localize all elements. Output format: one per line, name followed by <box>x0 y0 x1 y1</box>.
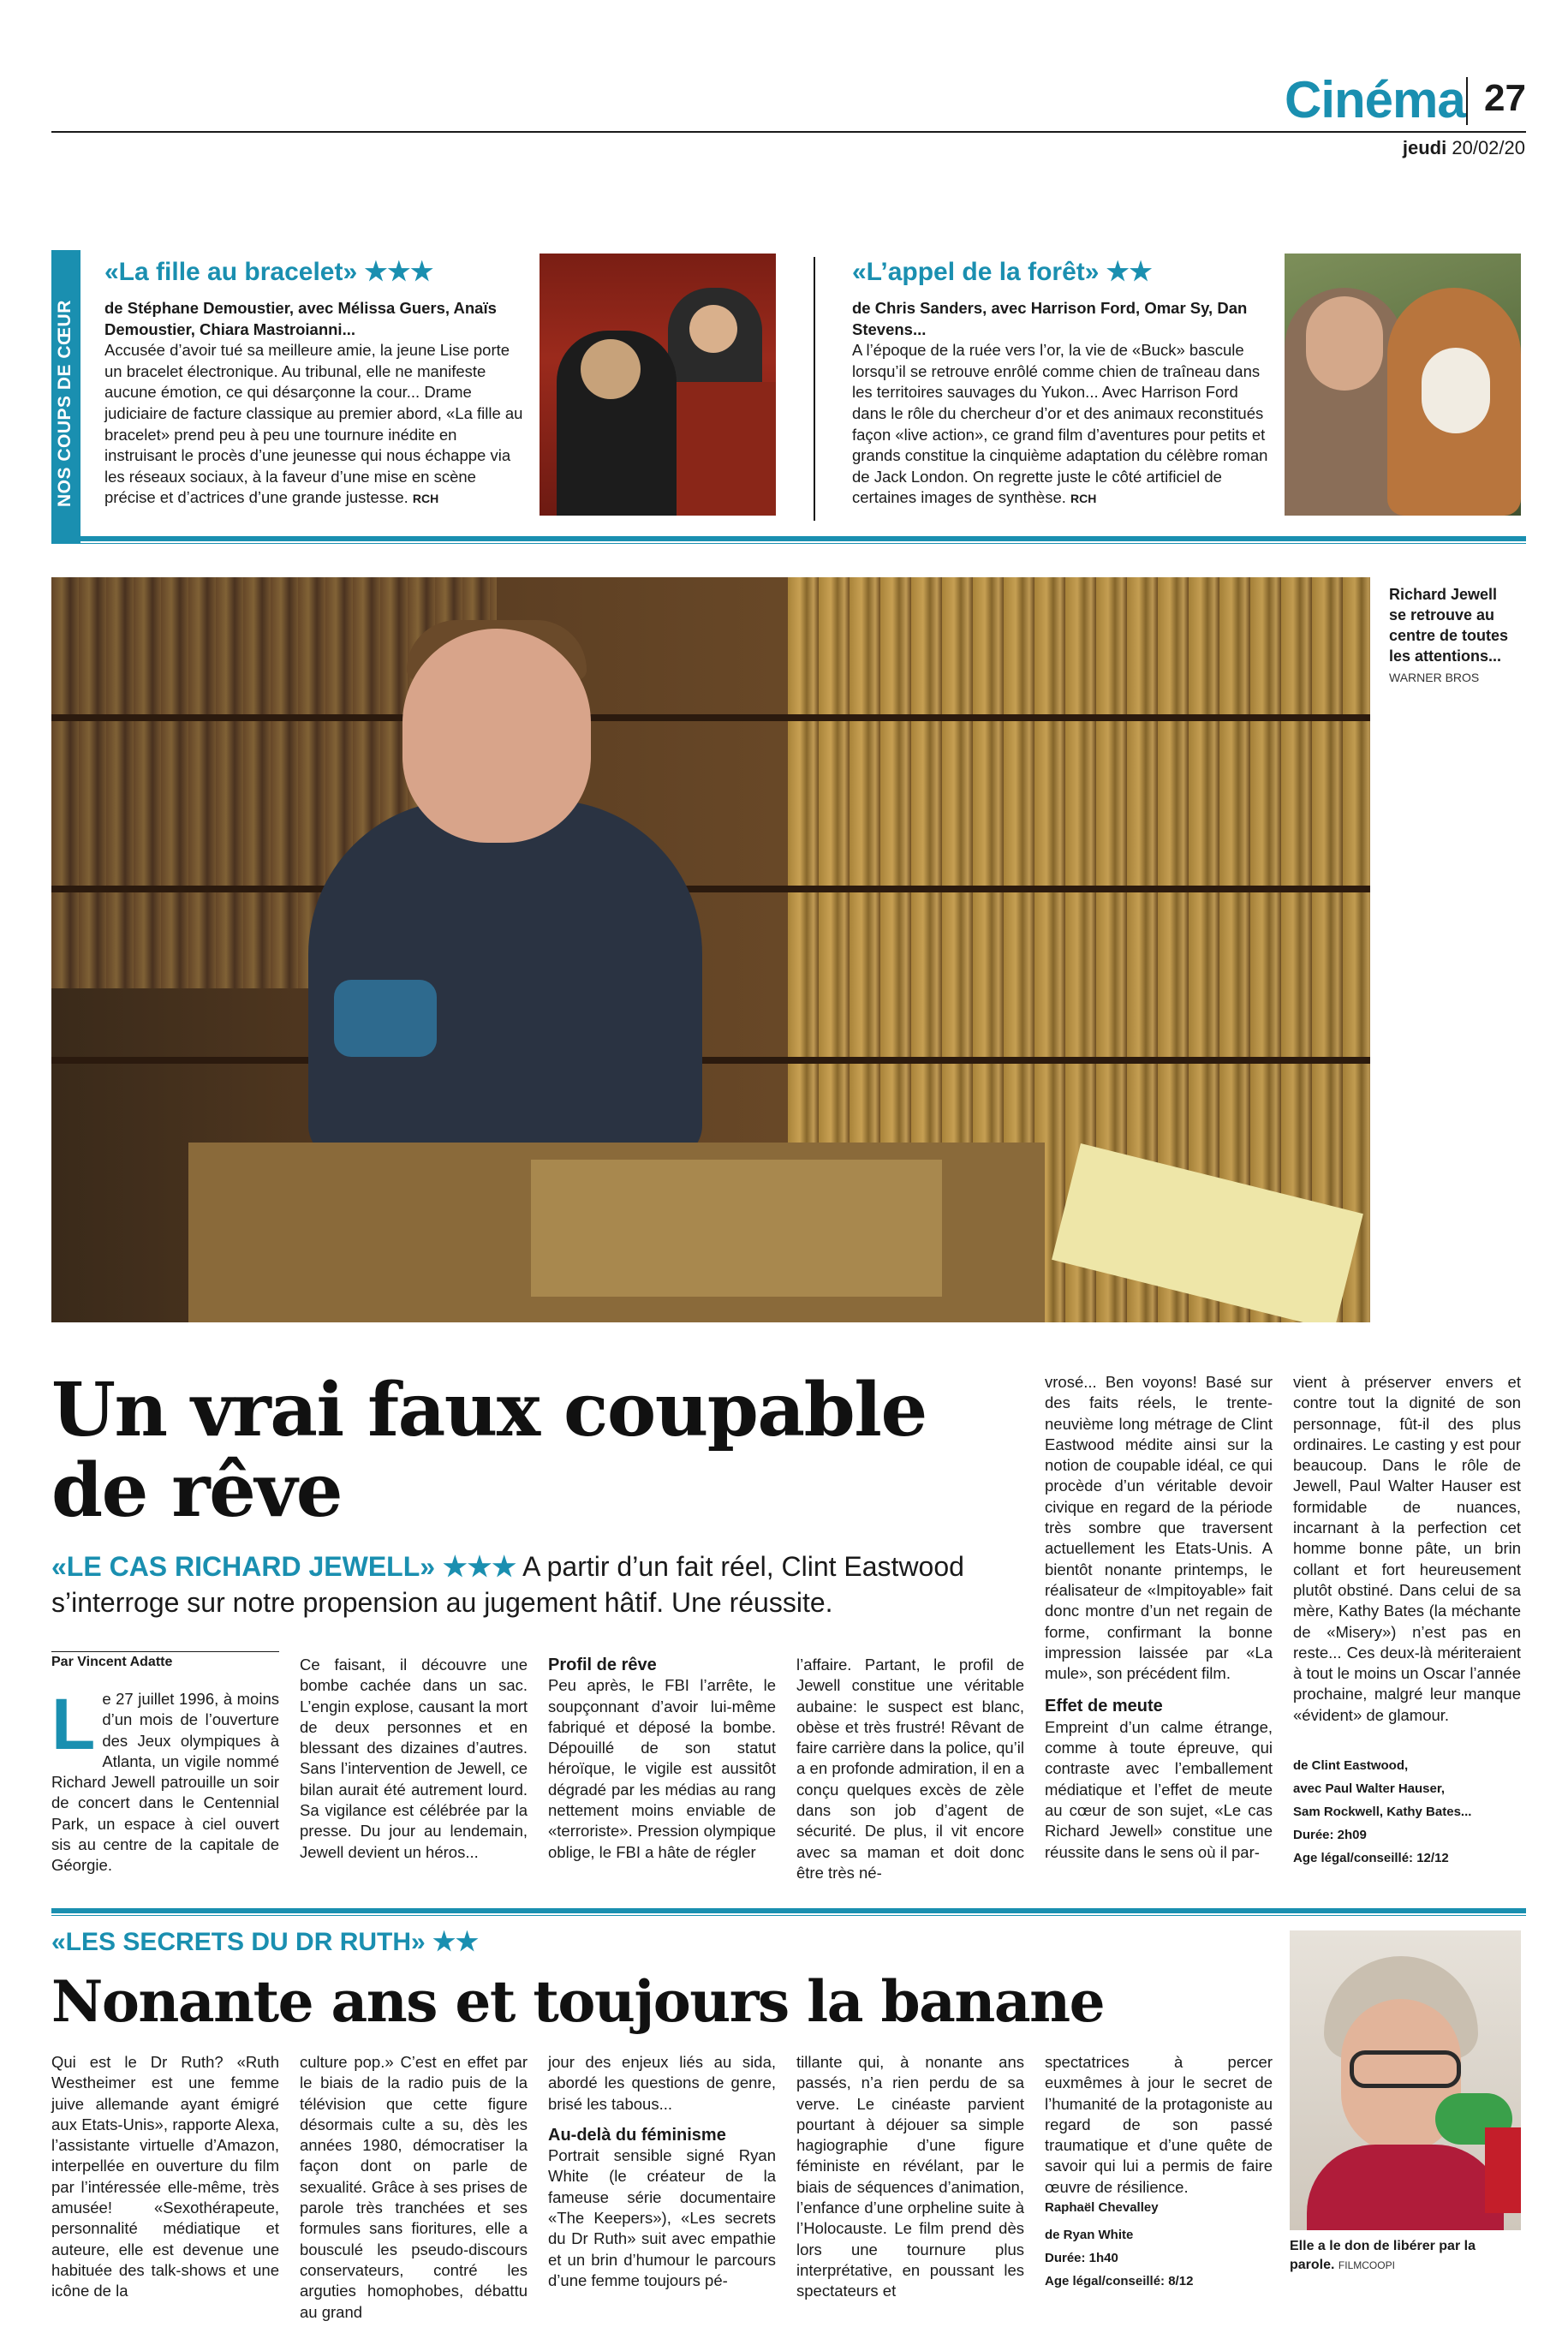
photo-dog-face <box>1422 348 1490 433</box>
article1-col5b-text: Empreint d’un calme étrange, comme à toute épreuve, qui contraste avec l’emballement médiatique et l’effet de meute au cœur de son sujet, «Le cas Richard Jewell» constitue une réussite dans le sens où il par- <box>1045 1717 1273 1861</box>
info-line: avec Paul Walter Hauser, <box>1293 1781 1446 1796</box>
photo-sign <box>1485 2127 1521 2213</box>
article2-photo <box>1290 1930 1521 2230</box>
article2-col3b-text: Portrait sensible signé Ryan White (le créateur de la fameuse série documentaire «The Keepers»), «Les secrets du Dr Ruth» suit avec empathie et un brin d’humour le parcours d’une femme toujours pé- <box>548 2146 776 2289</box>
article1-column-4: l’affaire. Partant, le profil de Jewell constitue une véritable aubaine: le suspect est blanc, obèse et très frustré! Rêvant de faire carrière dans la police, qu’il a en profonde admiration, il en a conçu quelques excès de zèle dans son job d’agent de sécurité. De plus, il vit encore avec sa maman et doit donc être très né- <box>796 1656 1024 1882</box>
dropcap: L <box>51 1684 96 1764</box>
info-line: Durée: 2h09 <box>1293 1828 1367 1842</box>
article2-caption-text: Elle a le don de libérer par la parole. <box>1290 2239 1476 2272</box>
article2-band <box>51 1908 1526 1913</box>
info-line: Sam Rockwell, Kathy Bates... <box>1293 1805 1472 1819</box>
main-photo <box>51 577 1370 1322</box>
article2-infobox <box>1045 2223 1273 2293</box>
article1-subhead-2: Effet de meute <box>1045 1697 1163 1716</box>
article1-column-2: Ce faisant, il découvre une bombe cachée dans un sac. L’engin explose, causant la mort de deux personnes et en blessant des dizaines d’autres. Sans l’intervention de Jewell, ce bilan aurait été autrement lourd. Sa vigilance est célébrée par la presse. Du jour au lendemain, Jewell devient un héros... <box>300 1656 528 1861</box>
photo-shelf <box>51 1057 1370 1064</box>
info-line: Age légal/conseillé: 8/12 <box>1045 2274 1194 2288</box>
photo-face <box>689 305 737 353</box>
article2-band-thin <box>51 1915 1526 1916</box>
review2-body <box>852 298 1272 510</box>
article1-col5-text: vrosé... Ben voyons! Basé sur des faits réels, le trente-neuvième long métrage de Clint Eastwood médite ainsi sur la notion de coupable idéal, ce qui procède d’un véritable devoir civique en regard de la période très sombre que traversent actuellement les Etats-Unis. A bientôt nonante printemps, le réalisateur de «Impitoyable» fait donc montre d’un net regain de forme, confirmant la bonne impression laissée par «La mule», son précédent film. <box>1045 1373 1273 1683</box>
article1-col3-text: Peu après, le FBI l’arrête, le soupçonnant d’avoir lui-même fabriqué et déposé la bombe. Dépouillé de son statut héroïque, le vigile est aussitôt dégradé par les médias au rang nettement moins enviable de «terroriste». Pression olympique oblige, le FBI a hâte de régler <box>548 1676 776 1861</box>
article1-headline: Un vrai faux coupable de rêve <box>51 1367 927 1534</box>
review2-signature: RCH <box>1070 492 1097 506</box>
photo-glasses <box>1350 2050 1461 2088</box>
article2-kicker: «LES SECRETS DU DR RUTH» ★★ <box>51 1928 479 1956</box>
review2-credits: de Chris Sanders, avec Harrison Ford, Omar Sy, Dan Stevens... <box>852 299 1248 338</box>
coups-de-coeur-label: NOS COUPS DE CŒUR <box>55 300 75 507</box>
band-rule-thin <box>51 543 1526 544</box>
issue-date <box>1403 137 1525 159</box>
article1-col1-text: e 27 juillet 1996, à moins d’un mois de l’ouverture des Jeux olympiques à Atlanta, un vigile nommé Richard Jewell patrouille un soir de concert dans le Centennial Park, un espace à ciel ouvert sis au centre de la capitale de Géorgie. <box>51 1690 279 1875</box>
article1-column-1 <box>51 1684 279 1877</box>
article1-column-3 <box>548 1655 776 1863</box>
header-rule <box>51 131 1526 133</box>
article1-column-5 <box>1045 1372 1273 1863</box>
article2-col5-text: spectatrices à percer euxmêmes à jour le secret de l’humanité de la protagoniste au regard de son passé traumatique et d’une quête de savoir qui lui a permis de faire œuvre de résilience. <box>1045 2053 1273 2196</box>
info-line: Age légal/conseillé: 12/12 <box>1293 1851 1449 1865</box>
article1-column-6: vient à préserver envers et contre tout la dignité de son personnage, fût-il des plus ordinaires. Le casting y est pour beaucoup. Dans le rôle de Jewell, Paul Walter Hauser est formidable de nuances, incarnant à la perfection cet homme bonne pâte, un brin collant et fort heureusement plutôt obstiné. Dans celui de sa mère, Kathy Bates (la méchante de «Misery») n’est pas en reste... Ces deux-là mériteraient à tout le moins un Oscar l’année prochaine, malgré leur manque «évident» de glamour. <box>1293 1373 1521 1724</box>
article1-subhead-1: Profil de rêve <box>548 1656 657 1674</box>
article2-column-3 <box>548 2052 776 2291</box>
article2-column-5 <box>1045 2052 1273 2218</box>
main-photo-caption-text: Richard Jewell se retrouve au centre de toutes les attentions... <box>1389 586 1509 665</box>
article2-signature: Raphaël Chevalley <box>1045 2200 1159 2216</box>
article2-headline: Nonante ans et toujours la banane <box>51 1968 1105 2035</box>
review1-photo <box>540 254 776 516</box>
article2-column-1: Qui est le Dr Ruth? «Ruth Westheimer est une femme juive allemande ayant émigré aux Etats-Unis», rapporte Alexa, l’assistante virtuelle d’Amazon, interpellée en ouverture du film par l’intéressée elle-même, très amusée! «Sexothérapeute, personnalité médiatique et auteure, elle est devenue une habituée des talk-shows et une icône de la <box>51 2053 279 2300</box>
main-photo-caption <box>1389 584 1517 688</box>
review2-title: «L’appel de la forêt» ★★ <box>852 258 1153 286</box>
article1-byline: Par Vincent Adatte <box>51 1655 173 1669</box>
main-photo-credit: WARNER BROS <box>1389 671 1480 684</box>
page-number: 27 <box>1484 77 1526 119</box>
info-line: de Clint Eastwood, <box>1293 1758 1409 1773</box>
photo-face <box>402 629 591 843</box>
article1-kicker: «LE CAS RICHARD JEWELL» ★★★ <box>51 1551 516 1582</box>
review2-photo <box>1285 254 1521 516</box>
info-line: Durée: 1h40 <box>1045 2251 1118 2265</box>
article2-col3-text: jour des enjeux liés au sida, abordé les questions de genre, brisé les tabous... <box>548 2053 776 2113</box>
article1-chapo-text: A partir d’un fait réel, Clint Eastwood s’interroge sur notre propension au jugement hâtif. Une réussite. <box>51 1551 964 1618</box>
article2-photo-credit: FILMCOOPI <box>1338 2259 1395 2271</box>
info-line: de Ryan White <box>1045 2228 1134 2242</box>
review2-text: A l’époque de la ruée vers l’or, la vie de «Buck» bascule lorsqu’il se retrouve enrôlé comme chien de traîneau dans les territoires sauvages du Yukon... Avec Harrison Ford dans le rôle du chercheur d’or et des animaux reconstitués façon «live action», ce grand film d’aventures pour petits et grands constitue la cinquième adaptation du célèbre roman de Jack London. On regrette juste le côté artificiel de certaines images de synthèse. <box>852 341 1268 507</box>
photo-person <box>1307 2145 1504 2230</box>
photo-face <box>581 339 641 399</box>
band-rule <box>51 536 1526 541</box>
photo-face <box>1306 296 1383 391</box>
photo-blood-pressure-cuff <box>334 980 437 1057</box>
section-title: Cinéma <box>1285 71 1465 128</box>
photo-polygraph-panel <box>531 1160 942 1297</box>
review-column-separator <box>814 257 815 521</box>
article2-column-2: culture pop.» C’est en effet par le biais de la radio puis de la télévision que cette figure désormais culte a su, dès les années 1980, démocratiser la façon dont on parle de sexualité. Grâce à ses prises de parole très tranchées et ses formules sans fioritures, elle a bousculé les pseudo-discours conservateurs, contré les arguties homophobes, débattu au grand <box>300 2053 528 2321</box>
article2-subhead: Au-delà du féminisme <box>548 2125 726 2145</box>
photo-shelf <box>51 886 1370 892</box>
article1-infobox <box>1293 1754 1521 1870</box>
article2-column-4: tillante qui, à nonante ans passés, n’a rien perdu de sa verve. Le cinéaste parvient pourtant à déjouer sa simple hagiographie d’une figure féministe en révélant, par le biais de séquences d’animation, l’enfance d’une orpheline suite à l’Holocauste. Le film prend dès lors une tournure plus interprétative, en poussant les spectateurs et <box>796 2053 1024 2300</box>
review1-signature: RCH <box>412 492 439 506</box>
issue-weekday: jeudi <box>1402 137 1447 158</box>
review1-title: «La fille au bracelet» ★★★ <box>104 258 434 286</box>
article1-chapo <box>51 1548 1011 1620</box>
article2-photo-caption <box>1290 2237 1521 2275</box>
header-separator <box>1466 77 1468 125</box>
review1-body <box>104 298 524 510</box>
byline-rule <box>51 1651 279 1652</box>
photo-shelf <box>51 714 1370 721</box>
review1-text: Accusée d’avoir tué sa meilleure amie, la jeune Lise porte un bracelet électronique. Au tribunal, elle ne manifeste aucune émotion, ce qui désarçonne la cour... Drame judiciaire de facture classique au premier abord, «La fille au bracelet» prend peu à peu une tournure inédite en instruisant le procès d’une jeunesse qui nous échappe via les réseaux sociaux, à la faveur d’une mise en scène précise et d’actrices d’une grande justesse. <box>104 341 523 507</box>
review1-credits: de Stéphane Demoustier, avec Mélissa Guers, Anaïs Demoustier, Chiara Mastroianni... <box>104 299 497 338</box>
issue-date-value: 20/02/20 <box>1452 137 1525 158</box>
